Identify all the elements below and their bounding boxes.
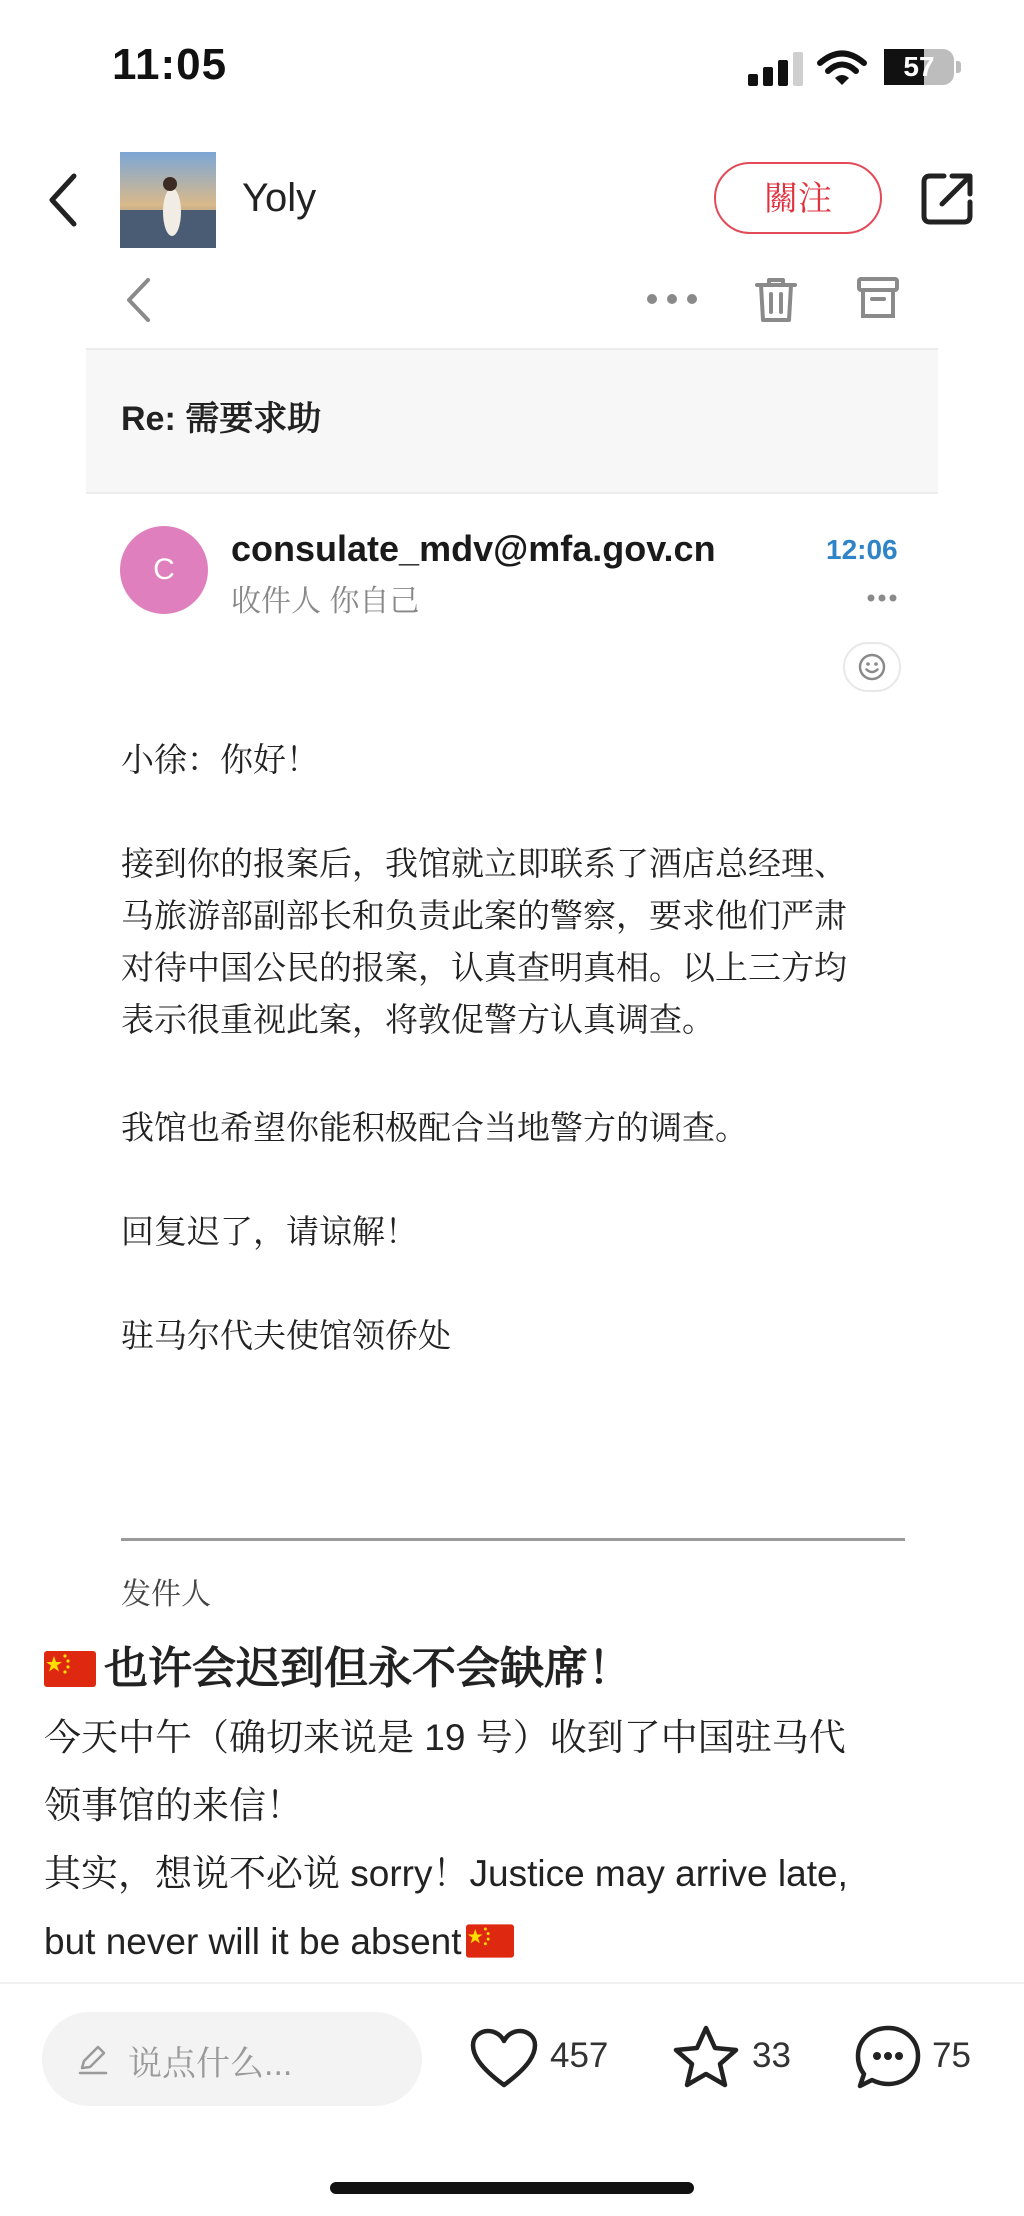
star-icon[interactable]	[672, 2024, 740, 2090]
comment-count[interactable]: 75	[932, 2036, 971, 2075]
mail-greeting: 小徐：你好！	[121, 741, 319, 778]
cut-off-clip	[121, 1578, 421, 1611]
mail-body-line: 回复迟了，请谅解！	[121, 1213, 418, 1250]
archive-icon[interactable]	[856, 276, 900, 320]
mail-time: 12:06	[826, 534, 898, 565]
like-count[interactable]: 457	[550, 2036, 609, 2075]
pencil-icon	[76, 2042, 110, 2076]
recipient-line: 收件人 你自己	[231, 585, 420, 618]
more-icon[interactable]	[646, 292, 698, 306]
mail-divider	[121, 1538, 905, 1541]
trash-icon[interactable]	[754, 276, 798, 324]
sender-avatar[interactable]: C	[120, 526, 208, 614]
back-chevron-icon[interactable]	[46, 172, 80, 228]
cut-off-label: 发件人	[121, 1578, 211, 1611]
mail-body-line: 马旅游部副部长和负责此案的警察，要求他们严肃	[121, 897, 847, 934]
follow-button[interactable]: 關注	[714, 162, 882, 234]
post-body-line: 今天中午（确切来说是 19 号）收到了中国驻马代	[44, 1717, 846, 1758]
wifi-icon	[818, 50, 866, 86]
post-body-line: 领事馆的来信！	[44, 1785, 303, 1826]
battery-level: 57	[903, 51, 935, 82]
comment-placeholder[interactable]: 说点什么...	[128, 2045, 293, 2083]
mail-body-line: 对待中国公民的报案，认真查明真相。以上三方均	[121, 949, 847, 986]
mail-signature: 驻马尔代夫使馆领侨处	[121, 1317, 451, 1354]
mail-body-line: 接到你的报案后，我馆就立即联系了酒店总经理、	[121, 845, 847, 882]
battery-tip	[956, 61, 961, 73]
bottom-separator	[0, 1982, 1024, 1984]
heart-icon[interactable]	[470, 2028, 538, 2090]
home-indicator[interactable]	[330, 2182, 694, 2194]
comment-icon[interactable]	[854, 2024, 922, 2092]
post-body-text: but never will it be absent	[44, 1921, 462, 1962]
sender-email[interactable]: consulate_mdv@mfa.gov.cn	[231, 528, 716, 569]
status-time: 11:05	[112, 40, 228, 89]
mail-subject: Re: 需要求助	[121, 400, 322, 438]
signal-icon	[748, 52, 804, 86]
star-count[interactable]: 33	[752, 2036, 791, 2075]
post-title	[44, 1632, 632, 1696]
china-flag-icon	[466, 1924, 514, 1958]
battery-indicator	[884, 49, 954, 85]
post-body-line: 其实，想说不必说 sorry！Justice may arrive late,	[44, 1853, 848, 1894]
user-avatar[interactable]	[120, 152, 216, 248]
mail-body-line: 表示很重视此案，将敦促警方认真调查。	[121, 1001, 715, 1038]
emoji-icon	[858, 653, 886, 681]
mail-more-icon[interactable]	[866, 593, 898, 603]
china-flag-icon	[44, 1651, 96, 1687]
reaction-button[interactable]	[843, 642, 901, 692]
mail-body-line: 我馆也希望你能积极配合当地警方的调查。	[121, 1109, 748, 1146]
post-body-line-with-flag	[44, 1916, 514, 1968]
username[interactable]: Yoly	[242, 176, 317, 220]
post-title-text: 也许会迟到但永不会缺席！	[104, 1644, 632, 1693]
share-icon[interactable]	[918, 170, 976, 228]
mail-back-icon[interactable]	[124, 276, 152, 324]
